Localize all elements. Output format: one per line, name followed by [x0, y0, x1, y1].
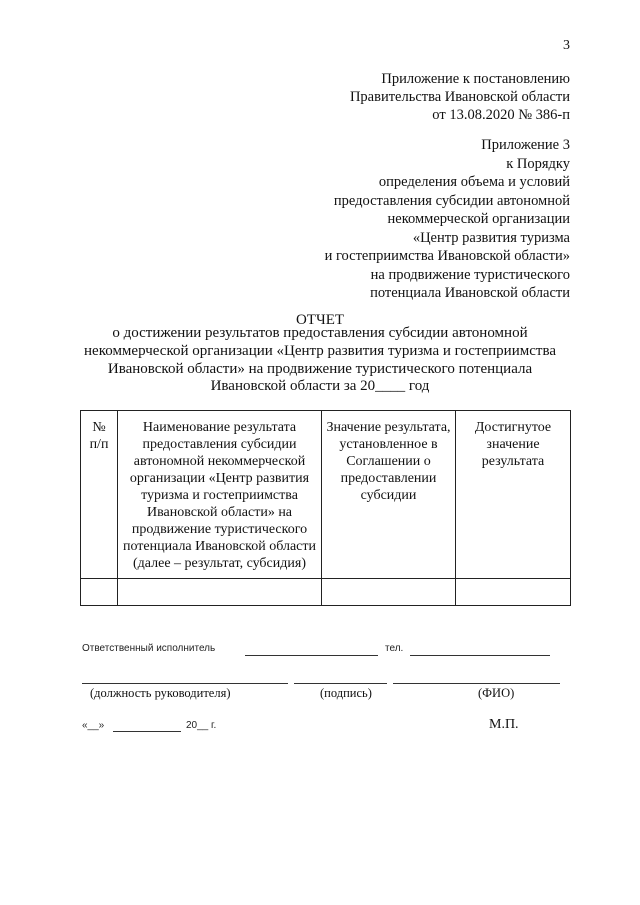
date-day: «__» — [82, 720, 105, 731]
table-header-row — [81, 411, 571, 579]
phone-label: тел. — [385, 643, 404, 654]
report-subtitle-line: Ивановской области» на продвижение туристического потенциала — [107, 360, 533, 377]
appendix-resolution-line: Приложение к постановлению — [381, 71, 570, 87]
header-agreement-value: Значение результата, установленное в Соглашении о предоставлении субсидии — [322, 411, 456, 579]
fio-caption: (ФИО) — [478, 686, 515, 700]
table-cell[interactable] — [118, 579, 322, 606]
fio-line — [393, 683, 560, 684]
appendix-3-line: на продвижение туристического — [370, 266, 570, 283]
appendix-3-block — [270, 136, 570, 303]
position-line — [82, 683, 288, 684]
table-cell[interactable] — [456, 579, 571, 606]
page-number: 3 — [563, 38, 570, 53]
appendix-3-line: определения объема и условий — [378, 174, 570, 190]
phone-line — [410, 655, 550, 656]
appendix-resolution-line: от 13.08.2020 № 386-п — [432, 107, 570, 123]
appendix-3-line: Приложение 3 — [481, 137, 570, 153]
appendix-resolution-line: Правительства Ивановской области — [349, 89, 570, 105]
appendix-3-line: и гостеприимства Ивановской области» — [324, 248, 570, 264]
report-subtitle-line: о достижении результатов предоставления субсидии автономной — [112, 325, 528, 341]
table-row — [81, 579, 571, 606]
appendix-3-line: «Центр развития туризма — [412, 229, 570, 246]
table-cell[interactable] — [322, 579, 456, 606]
signature-line — [294, 683, 387, 684]
stamp-placeholder: М.П. — [489, 717, 519, 732]
report-title: ОТЧЕТ — [295, 312, 345, 328]
report-subtitle-line: некоммерческой организации «Центр развития туризма и гостеприимства — [84, 342, 556, 359]
signature-caption: (подпись) — [320, 686, 372, 700]
executor-label: Ответственный исполнитель — [82, 643, 216, 654]
report-subtitle-line: Ивановской области за 20____ год — [210, 378, 430, 395]
appendix-resolution-block — [270, 70, 570, 124]
header-number: № п/п — [81, 411, 118, 579]
appendix-3-line: предоставления субсидии автономной — [333, 192, 570, 209]
report-subtitle — [70, 325, 570, 396]
date-month-line — [113, 731, 181, 732]
date-year: 20__ г. — [186, 720, 217, 731]
header-result-name: Наименование результата предоставления субсидии автономной некоммерческой организации «Центр развития туризма и гостеприимства Ивановской области» на продвижение туристического потенциала Ивановской области (далее – результат, субсидия) — [118, 411, 322, 579]
appendix-3-line: к Порядку — [506, 155, 570, 172]
executor-line — [245, 655, 378, 656]
appendix-3-line: потенциала Ивановской области — [370, 285, 570, 301]
header-achieved-value: Достигнутое значение результата — [456, 411, 571, 579]
position-caption: (должность руководителя) — [90, 686, 231, 700]
table-cell[interactable] — [81, 579, 118, 606]
report-table — [80, 410, 571, 606]
appendix-3-line: некоммерческой организации — [387, 211, 570, 227]
